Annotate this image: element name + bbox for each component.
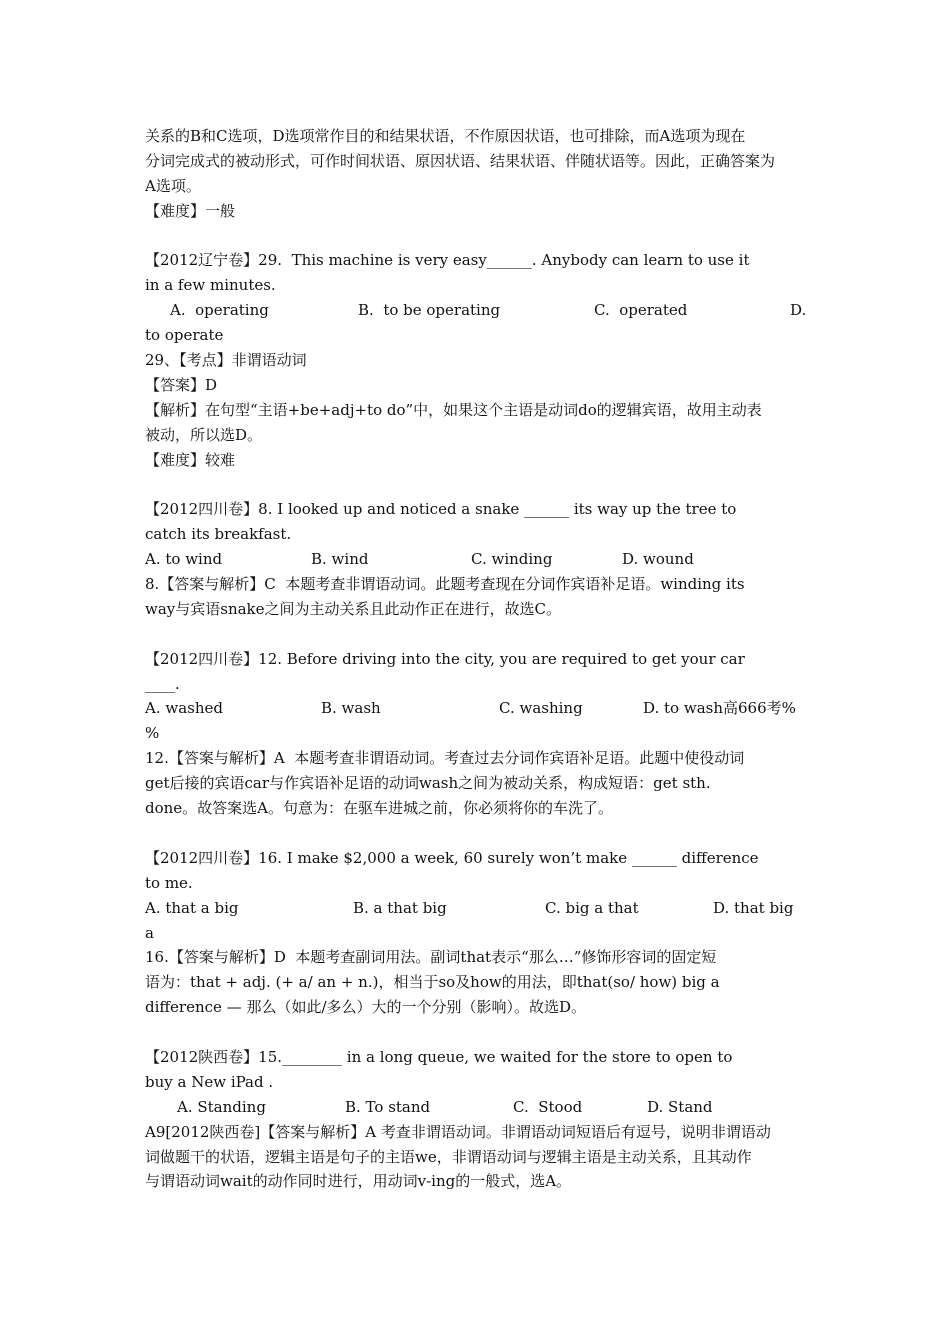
q16-option-d: D. that big: [713, 898, 794, 917]
q29-point: 29、【考点】非谓语动词: [145, 351, 307, 370]
q29-option-a: A. operating: [170, 301, 269, 320]
q8-analysis-line-1: 8.【答案与解析】C 本题考查非谓语动词。此题考查现在分词作宾语补足语。winding its: [145, 575, 745, 594]
q12-option-a: A. washed: [145, 699, 223, 718]
q15-option-c: C. Stood: [513, 1097, 583, 1116]
q15-analysis-line-2: 词做题干的状语，逻辑主语是句子的主语we，非谓语动词与逻辑主语是主动关系，且其动作: [145, 1147, 752, 1166]
q16-stem-line-1: 【2012四川卷】16. I make $2,000 a week, 60 surely won’t make ______ difference: [145, 848, 759, 867]
q15-analysis-line-1: A9[2012陕西卷]【答案与解析】A 考查非谓语动词。非谓语动词短语后有逗号，说明非谓语动: [145, 1122, 771, 1141]
q8-option-c: C. winding: [471, 550, 553, 569]
q8-analysis-line-2: way与宾语snake之间为主动关系且此动作正在进行，故选C。: [145, 599, 562, 618]
q15-stem-line-1: 【2012陕西卷】15.________ in a long queue, we waited for the store to open to: [145, 1047, 733, 1066]
q16-analysis-line-1: 16.【答案与解析】D 本题考查副词用法。副词that表示“那么…”修饰形容词的固定短: [145, 948, 717, 967]
q15-option-d: D. Stand: [647, 1097, 713, 1116]
q12-analysis-line-1: 12.【答案与解析】A 本题考查非谓语动词。考查过去分词作宾语补足语。此题中使役动词: [145, 749, 745, 768]
q12-options: [145, 696, 807, 721]
q8-option-d: D. wound: [622, 550, 694, 569]
q8-options: [145, 547, 807, 572]
q15-option-b: B. To stand: [345, 1097, 431, 1116]
q29-difficulty: 【难度】较难: [145, 450, 236, 469]
q15-options: [145, 1095, 807, 1120]
q16-option-c: C. big a that: [545, 898, 639, 917]
q16-stem-line-2: to me.: [145, 873, 193, 892]
q12-option-wrap: %: [145, 724, 160, 743]
q8-option-b: B. wind: [311, 550, 369, 569]
q29-stem-line-2: in a few minutes.: [145, 276, 276, 295]
q29-option-b: B. to be operating: [358, 301, 501, 320]
q8-stem-line-2: catch its breakfast.: [145, 525, 292, 544]
q12-analysis-line-2: get后接的宾语car与作宾语补足语的动词wash之间为被动关系，构成短语：get sth.: [145, 774, 711, 793]
q29-analysis-line-1: 【解析】在句型“主语+be+adj+to do”中，如果这个主语是动词do的逻辑宾语，故用主动表: [145, 400, 762, 419]
q29-option-c: C. operated: [594, 301, 688, 320]
q29-analysis-line-2: 被动，所以选D。: [145, 425, 263, 444]
q16-options: [145, 896, 807, 921]
intro-line-2: 分词完成式的被动形式，可作时间状语、原因状语、结果状语、伴随状语等。因此，正确答案为: [145, 151, 776, 170]
q12-option-d: D. to wash高666考%: [643, 699, 796, 718]
q8-option-a: A. to wind: [145, 550, 223, 569]
q29-stem-line-1: 【2012辽宁卷】29. This machine is very easy______. Anybody can learn to use it: [145, 251, 750, 270]
q12-stem-line-1: 【2012四川卷】12. Before driving into the city, you are required to get your car: [145, 649, 745, 668]
q12-option-c: C. washing: [499, 699, 583, 718]
q15-option-a: A. Standing: [177, 1097, 266, 1116]
q29-answer: 【答案】D: [145, 375, 218, 394]
q29-option-d: D.: [790, 301, 807, 320]
q16-option-a: A. that a big: [145, 898, 239, 917]
document-page: [145, 124, 807, 1194]
q16-analysis-line-2: 语为：that + adj. (+ a/ an + n.)，相当于so及how的用法，即that(so/ how) big a: [145, 973, 720, 992]
q29-options: [145, 298, 807, 323]
intro-line-1: 关系的B和C选项，D选项常作目的和结果状语，不作原因状语，也可排除，而A选项为现在: [145, 127, 746, 145]
intro-difficulty: 【难度】一般: [145, 201, 236, 220]
q16-option-b: B. a that big: [353, 898, 447, 917]
q15-stem-line-2: buy a New iPad .: [145, 1072, 274, 1091]
q12-stem-line-2: ____.: [145, 674, 180, 693]
q29-option-d-text: to operate: [145, 326, 224, 345]
intro-line-3: A选项。: [145, 176, 201, 195]
q16-option-wrap: a: [145, 923, 154, 942]
q15-analysis-line-3: 与谓语动词wait的动作同时进行，用动词v-ing的一般式，选A。: [145, 1172, 572, 1191]
q8-stem-line-1: 【2012四川卷】8. I looked up and noticed a snake ______ its way up the tree to: [145, 500, 737, 519]
q12-analysis-line-3: done。故答案选A。句意为：在驱车进城之前，你必须将你的车洗了。: [145, 799, 614, 818]
q12-option-b: B. wash: [321, 699, 381, 718]
q16-analysis-line-3: difference — 那么（如此/多么）大的一个分别（影响）。故选D。: [145, 998, 587, 1017]
